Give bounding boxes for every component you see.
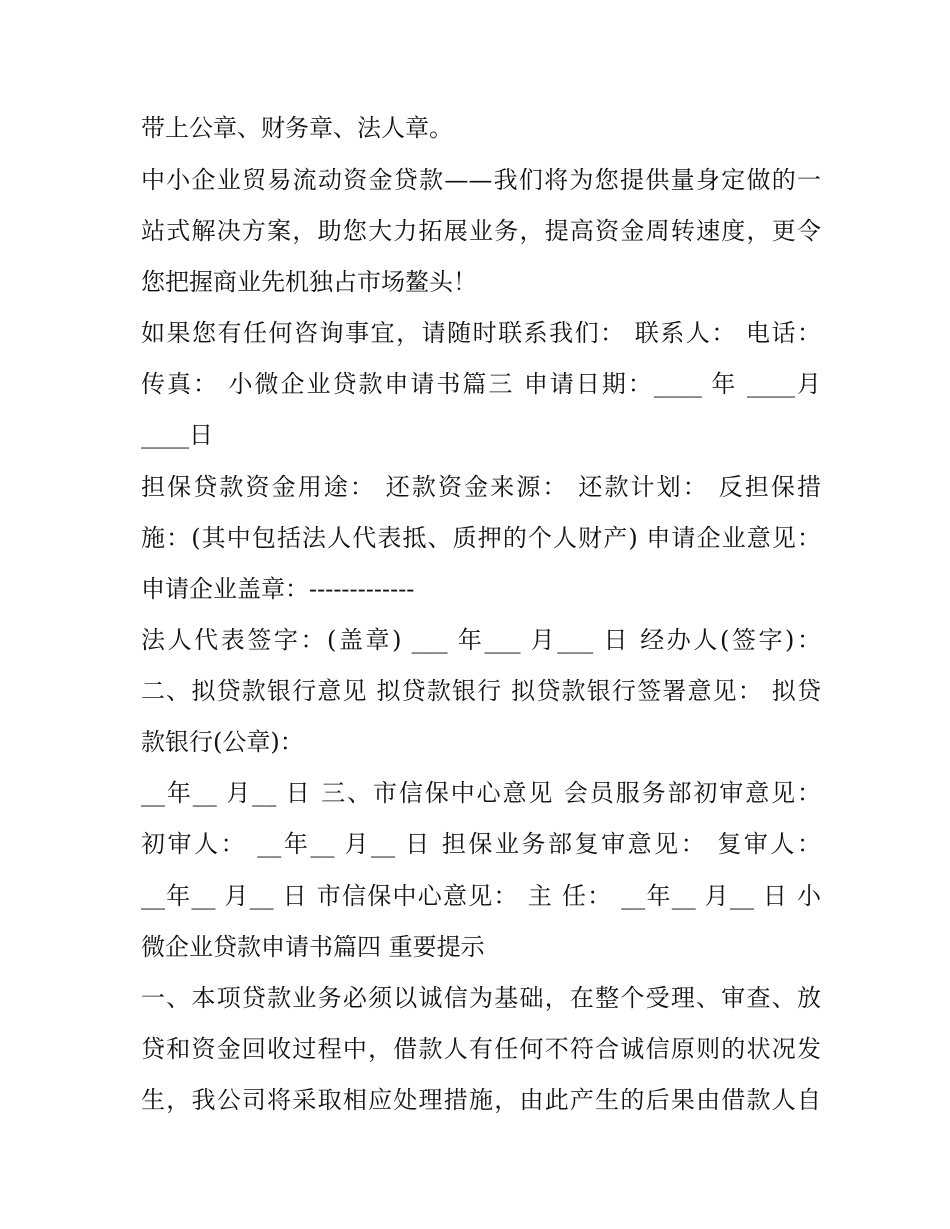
text-line-12: 二、拟贷款银行意见 拟贷款银行 拟贷款银行签署意见： 拟贷 [141, 677, 821, 705]
text-line-5: 如果您有任何咨询事宜，请随时联系我们： 联系人： 电话： [141, 319, 821, 347]
text-line-9: 施：(其中包括法人代表抵、质押的个人财产) 申请企业意见： [141, 524, 821, 552]
text-line-3: 站式解决方案，助您大力拓展业务，提高资金周转速度，更令 [141, 217, 821, 245]
text-line-14: __年__ 月__ 日 三、市信保中心意见 会员服务部初审意见： [141, 779, 821, 807]
text-line-10: 申请企业盖章：------------- [141, 575, 415, 603]
text-line-8: 担保贷款资金用途： 还款资金来源： 还款计划： 反担保措 [141, 473, 821, 501]
text-line-16: __年__ 月__ 日 市信保中心意见： 主 任： __年__ 月__ 日 小 [141, 882, 821, 910]
text-line-13: 款银行(公章)： [141, 728, 304, 756]
text-line-2: 中小企业贸易流动资金贷款——我们将为您提供量身定做的一 [141, 166, 821, 194]
text-line-15: 初审人： __年__ 月__ 日 担保业务部复审意见： 复审人： [141, 830, 821, 858]
text-line-17: 微企业贷款申请书篇四 重要提示 [141, 933, 485, 961]
text-line-4: 您把握商业先机独占市场鳌头！ [141, 268, 477, 296]
text-line-11: 法人代表签字：(盖章) ___ 年___ 月___ 日 经办人(签字)： [141, 626, 821, 654]
text-line-6: 传真： 小微企业贷款申请书篇三 申请日期：____ 年 ____月 [141, 370, 821, 398]
text-line-18: 一、本项贷款业务必须以诚信为基础，在整个受理、审查、放 [141, 984, 821, 1012]
text-line-1: 带上公章、财务章、法人章。 [141, 114, 453, 142]
text-line-20: 生，我公司将采取相应处理措施，由此产生的后果由借款人自 [141, 1086, 821, 1114]
text-line-19: 贷和资金回收过程中，借款人有任何不符合诚信原则的状况发 [141, 1035, 821, 1063]
text-line-7: ____日 [141, 421, 213, 449]
